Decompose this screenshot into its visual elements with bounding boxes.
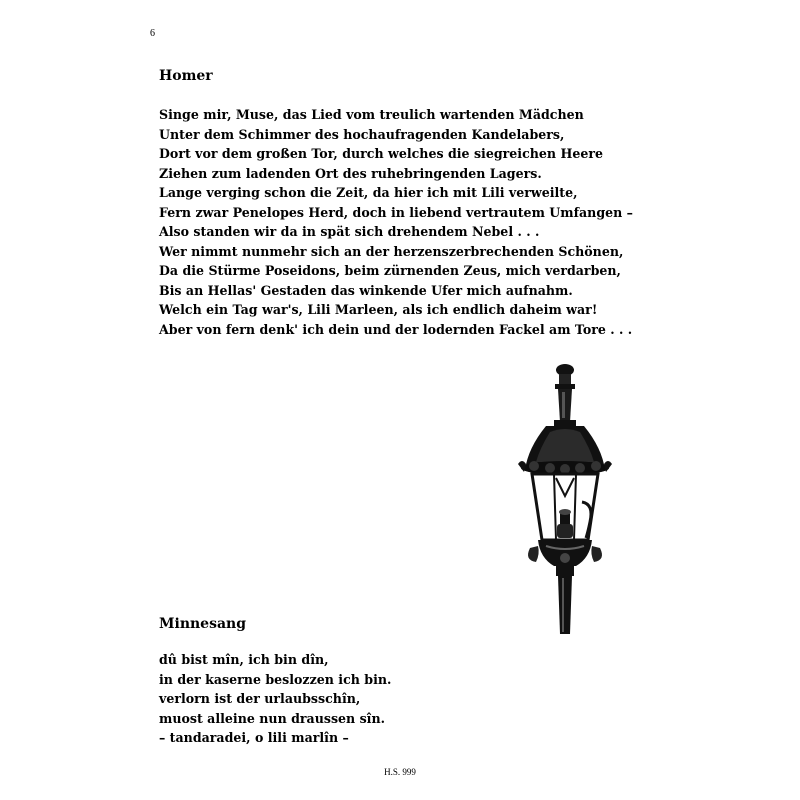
- section-title-homer: Homer: [159, 68, 213, 84]
- verse-line: Singe mir, Muse, das Lied vom treulich wartenden Mädchen: [159, 107, 584, 122]
- homer-verse: [159, 105, 633, 339]
- verse-line: Lange verging schon die Zeit, da hier ich mit Lili verweilte,: [159, 185, 578, 200]
- verse-line: verlorn ist der urlaubsschîn,: [159, 691, 361, 706]
- verse-line: Dort vor dem großen Tor, durch welches die siegreichen Heere: [159, 146, 604, 161]
- verse-line: muost alleine nun draussen sîn.: [159, 710, 386, 726]
- verse-line: Also standen wir da in spät sich drehendem Nebel . . .: [159, 224, 540, 239]
- verse-line: Ziehen zum ladenden Ort des ruhebringenden Lagers.: [159, 165, 542, 181]
- verse-line: Da die Stürme Poseidons, beim zürnenden Zeus, mich verdarben,: [159, 263, 621, 278]
- section-title-minnesang: Minnesang: [159, 616, 247, 632]
- verse-line: Aber von fern denk' ich dein und der lodernden Fackel am Tore . . .: [159, 321, 633, 337]
- verse-line: Wer nimmt nunmehr sich an der herzenszerbrechenden Schönen,: [159, 243, 624, 259]
- verse-line: dû bist mîn, ich bin dîn,: [159, 652, 329, 667]
- minnesang-verse: [159, 650, 391, 748]
- verse-line: Welch ein Tag war's, Lili Marleen, als ich endlich daheim war!: [159, 302, 598, 317]
- verse-line: Unter dem Schimmer des hochaufragenden Kandelabers,: [159, 126, 565, 142]
- verse-line: – tandaradei, o lili marlîn –: [159, 730, 349, 745]
- verse-line: in der kaserne beslozzen ich bin.: [159, 671, 392, 687]
- verse-line: Bis an Hellas' Gestaden das winkende Ufer mich aufnahm.: [159, 282, 573, 298]
- verse-line: Fern zwar Penelopes Herd, doch in liebend vertrautem Umfangen –: [159, 204, 633, 220]
- page-number: 6: [150, 28, 155, 39]
- page-footer-code: H.S. 999: [384, 767, 416, 777]
- street-lantern-icon: [510, 362, 620, 634]
